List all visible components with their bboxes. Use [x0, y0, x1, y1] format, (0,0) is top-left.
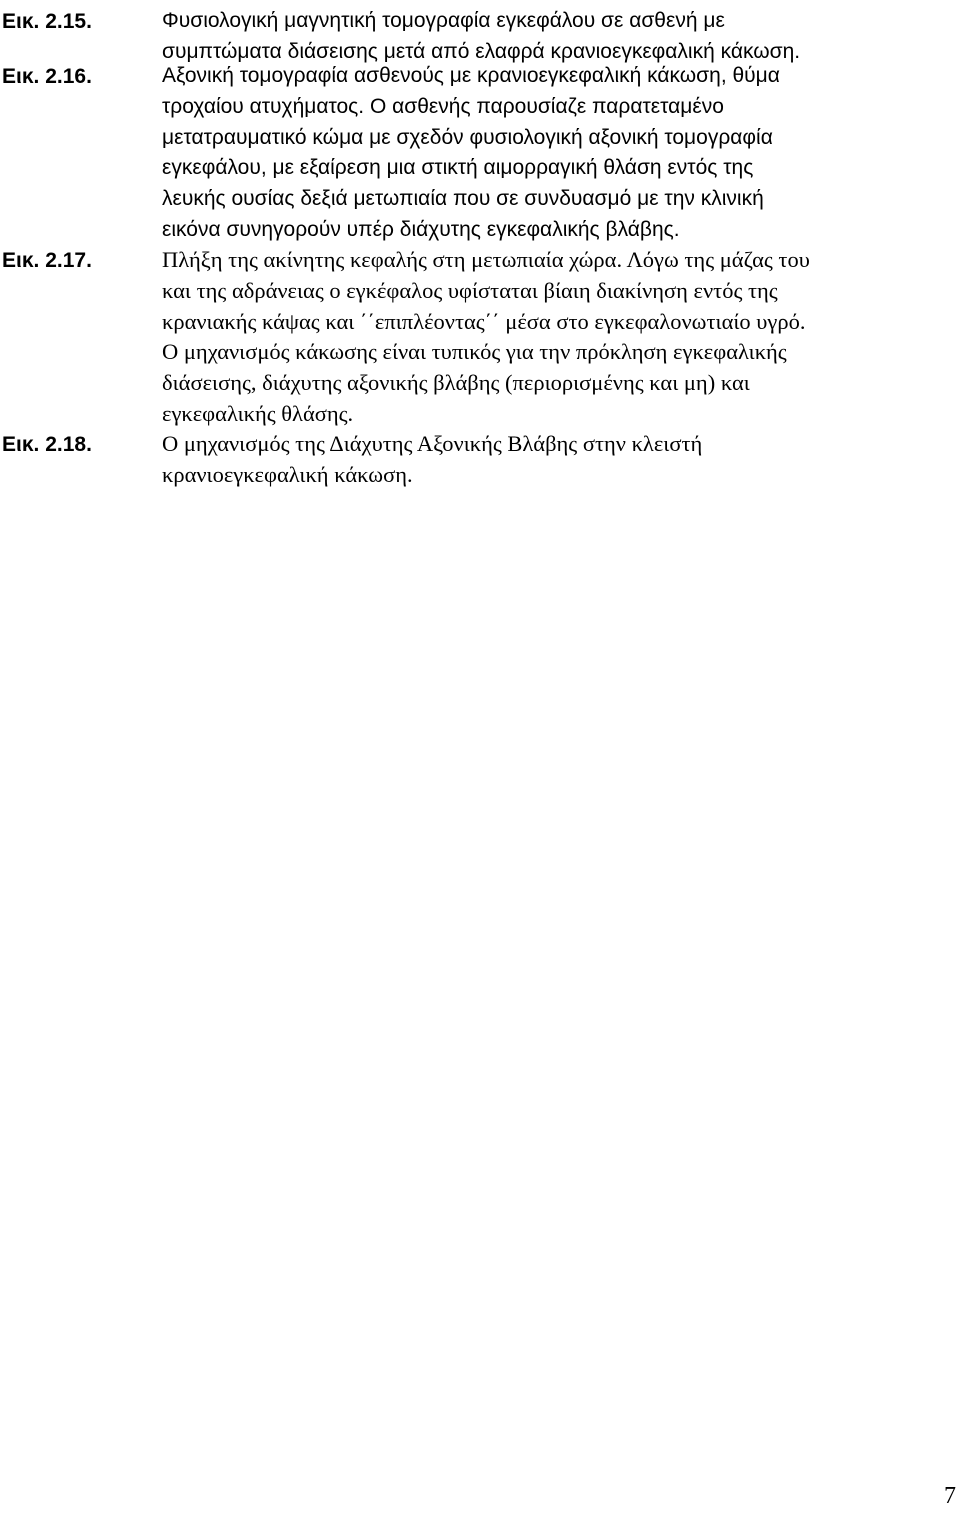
caption-line: και της αδράνειας ο εγκέφαλος υφίσταται βίαιη διακίνηση εντός της — [162, 277, 778, 303]
figure-caption-text — [162, 245, 942, 430]
caption-line: εικόνα συνηγορούν υπέρ διάχυτης εγκεφαλικής βλάβης. — [162, 217, 680, 241]
figure-label: Εικ. 2.17. — [2, 249, 92, 272]
caption-line: τροχαίου ατυχήματος. Ο ασθενής παρουσίαζε παρατεταμένο — [162, 94, 724, 118]
caption-line: κρανιοεγκεφαλική κάκωση. — [162, 461, 413, 487]
figure-caption-text — [162, 61, 942, 246]
page-number: 7 — [944, 1483, 956, 1509]
caption-line: Πλήξη της ακίνητης κεφαλής στη μετωπιαία χώρα. Λόγω της μάζας του — [162, 247, 810, 272]
caption-line: Ο μηχανισμός κάκωσης είναι τυπικός για την πρόκληση εγκεφαλικής — [162, 339, 787, 365]
figure-caption-text — [162, 6, 942, 68]
figure-label: Εικ. 2.16. — [2, 65, 92, 88]
caption-line: μετατραυματικό κώμα με σχεδόν φυσιολογική αξονική τομογραφία — [162, 125, 773, 149]
caption-line: συμπτώματα διάσεισης μετά από ελαφρά κρανιοεγκεφαλική κάκωση. — [162, 39, 801, 63]
caption-line: Φυσιολογική μαγνητική τομογραφία εγκεφάλου σε ασθενή με — [162, 9, 725, 32]
caption-line: εγκεφάλου, με εξαίρεση μια στικτή αιμορραγική θλάση εντός της — [162, 156, 754, 180]
caption-line: Ο μηχανισμός της Διάχυτης Αξονικής Βλάβης στην κλειστή — [162, 431, 703, 456]
caption-line: Αξονική τομογραφία ασθενούς με κρανιοεγκεφαλική κάκωση, θύμα — [162, 64, 780, 87]
figure-label: Εικ. 2.18. — [2, 433, 92, 456]
caption-line: λευκής ουσίας δεξιά μετωπιαία που σε συνδυασμό με την κλινική — [162, 187, 764, 211]
figure-caption-text — [162, 429, 942, 491]
caption-line: εγκεφαλικής θλάσης. — [162, 400, 354, 426]
figure-label: Εικ. 2.15. — [2, 10, 92, 33]
caption-line: διάσεισης, διάχυτης αξονικής βλάβης (περιορισμένης και μη) και — [162, 370, 750, 396]
caption-line: κρανιακής κάψας και ΄΄επιπλέοντας΄΄ μέσα στο εγκεφαλονωτιαίο υγρό. — [162, 308, 806, 334]
